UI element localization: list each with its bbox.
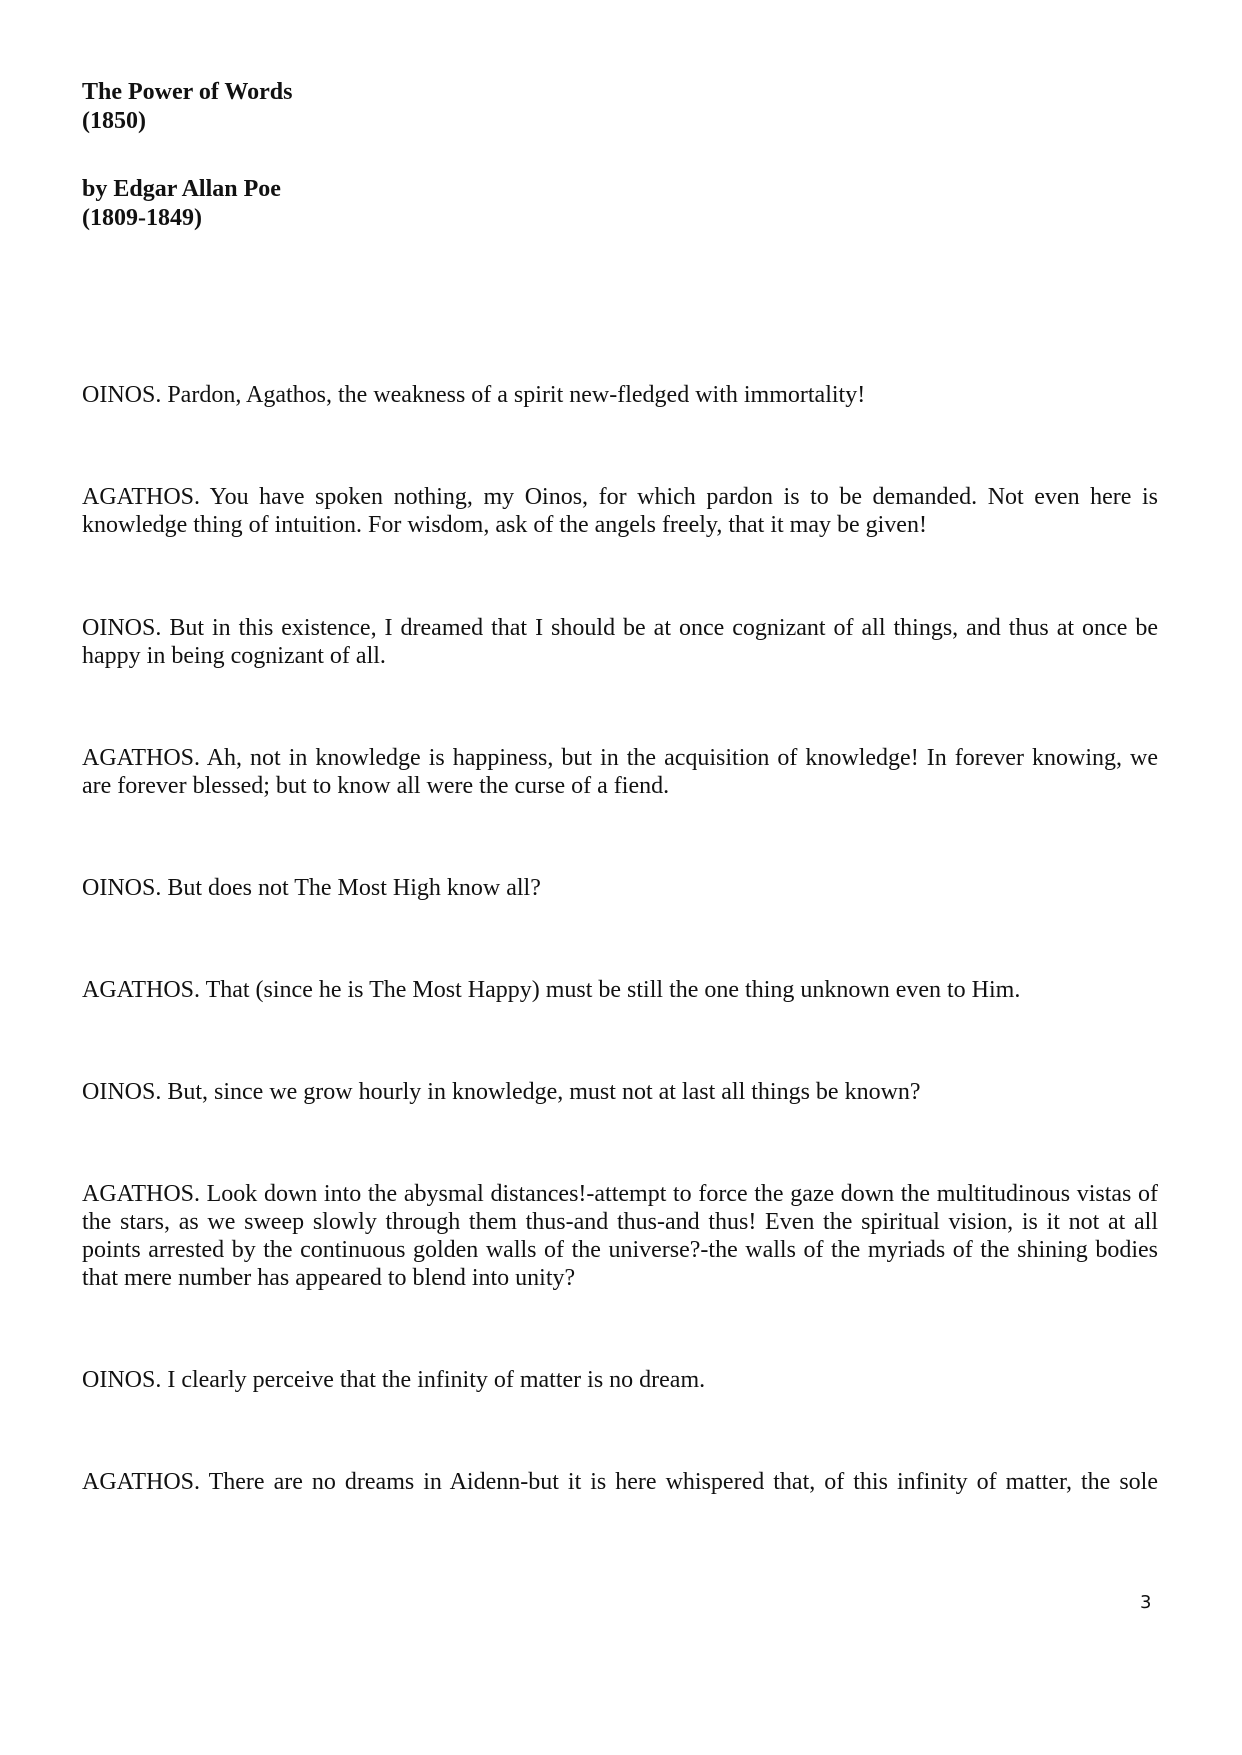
paragraph-3: OINOS. But in this existence, I dreamed that I should be at once cognizant of all things, and thus at once be happy in being cognizant of all. <box>82 615 1158 669</box>
paragraph-8: AGATHOS. Look down into the abysmal distances!-attempt to force the gaze down the multitudinous vistas of the stars, as we sweep slowly through them thus-and thus-and thus! Even the spiritual vision, is it not at all points arrested by the continuous golden walls of the universe?-the walls of the myriads of the shining bodies that mere number has appeared to blend into unity? <box>82 1181 1158 1291</box>
paragraph-9: OINOS. I clearly perceive that the infinity of matter is no dream. <box>82 1367 706 1393</box>
document-title: The Power of Words <box>82 79 293 105</box>
paragraph-6: AGATHOS. That (since he is The Most Happy) must be still the one thing unknown even to Him. <box>82 977 1021 1003</box>
paragraph-1: OINOS. Pardon, Agathos, the weakness of a spirit new-fledged with immortality! <box>82 382 866 408</box>
paragraph-5: OINOS. But does not The Most High know all? <box>82 875 541 901</box>
paragraph-7: OINOS. But, since we grow hourly in knowledge, must not at last all things be known? <box>82 1079 921 1105</box>
paragraph-2: AGATHOS. You have spoken nothing, my Oinos, for which pardon is to be demanded. Not even here is knowledge thing of intuition. For wisdom, ask of the angels freely, that it may be given! <box>82 484 1158 538</box>
paragraph-10: AGATHOS. There are no dreams in Aidenn-but it is here whispered that, of this infinity of matter, the sole <box>82 1469 1158 1495</box>
author-lifespan: (1809-1849) <box>82 205 202 231</box>
page-number: 3 <box>1140 1592 1152 1613</box>
title-block <box>82 78 292 136</box>
publication-year: (1850) <box>82 108 146 134</box>
author-block <box>82 175 281 233</box>
author-name: by Edgar Allan Poe <box>82 176 281 202</box>
paragraph-4: AGATHOS. Ah, not in knowledge is happiness, but in the acquisition of knowledge! In forever knowing, we are forever blessed; but to know all were the curse of a fiend. <box>82 745 1158 799</box>
